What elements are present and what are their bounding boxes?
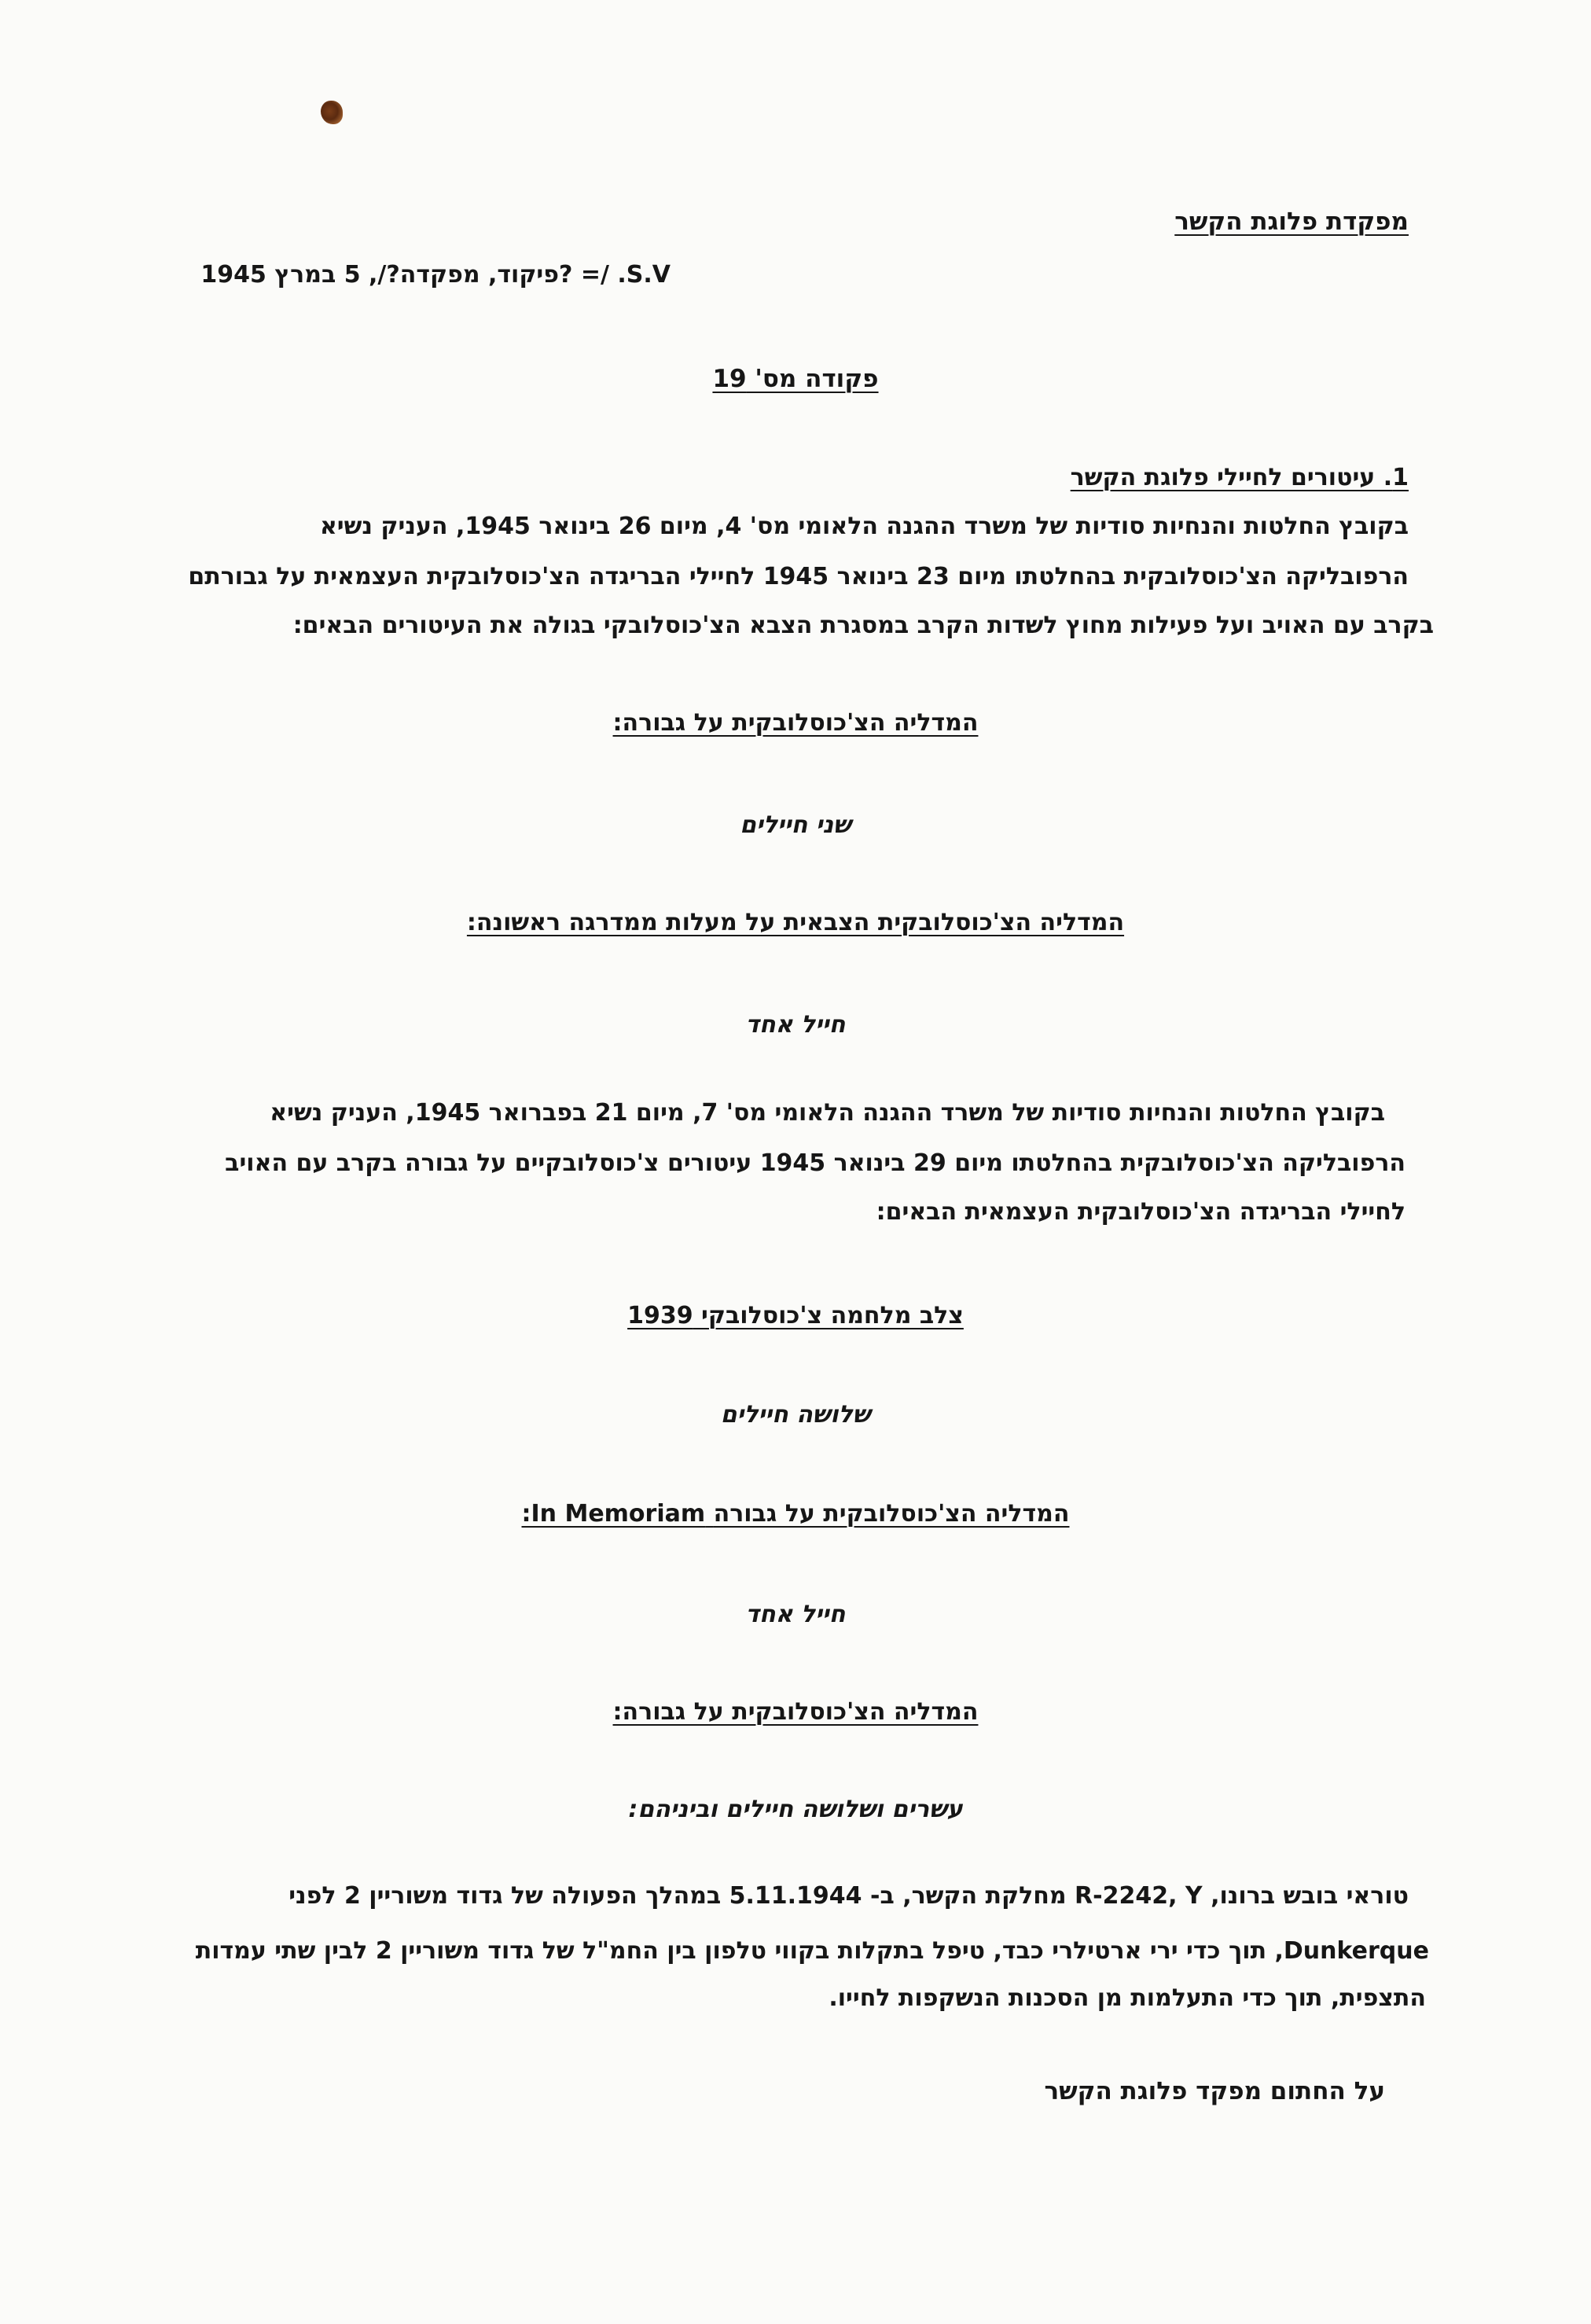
award4-title-hebrew: המדליה הצ'כוסלובקית על גבורה xyxy=(713,1500,1070,1528)
award1-recipients: שני חיילים xyxy=(740,811,851,839)
award2-title: המדליה הצ'כוסלובקית הצבאית על מעלות ממדרגה ראשונה: xyxy=(466,909,1125,936)
award5-title: המדליה הצ'כוסלובקית על גבורה: xyxy=(612,1698,979,1726)
award3-title: צלב מלחמה צ'כוסלובקי 1939 xyxy=(627,1302,964,1329)
paragraph2-line-3: לחיילי הבריגדה הצ'כוסלובקית העצמאית הבאים: xyxy=(876,1198,1405,1226)
unit-header: מפקדת פלוגת הקשר xyxy=(1174,208,1409,236)
signature-line: על החתום מפקד פלוגת הקשר xyxy=(1044,2077,1385,2105)
ink-stain xyxy=(321,101,343,124)
award4-title: המדליה הצ'כוסלובקית על גבורה In Memoriam: xyxy=(521,1500,1070,1528)
paragraph2-line-2: הרפובליקה הצ'כוסלובקית בהחלטתו מיום 29 בינואר 1945 עיטורים צ'כוסלובקיים על גבורה בקרב עם האויב xyxy=(225,1149,1405,1177)
citation-line-3: התצפית, תוך כדי התעלמות מן הסכנות הנשקפות לחייו. xyxy=(829,1984,1426,2012)
reference-line: S.V. /= ?פיקוד, מפקדה?/, 5 במרץ 1945 xyxy=(200,261,671,289)
award4-title-latin: In Memoriam xyxy=(531,1500,706,1528)
award5-recipients: עשרים ושלושה חיילים וביניהם: xyxy=(628,1796,963,1823)
award3-recipients: שלושה חיילים xyxy=(720,1401,871,1429)
paragraph2-line-1: בקובץ החלטות והנחיות סודיות של משרד ההגנה הלאומי מס' 7, מיום 21 בפברואר 1945, העניק נשיא xyxy=(270,1099,1385,1127)
citation-line-2: Dunkerque, תוך כדי ירי ארטילרי כבד, טיפל בתקלות בקווי טלפון בין החמ"ל של גדוד משוריין 2 לבין שתי עמדות xyxy=(195,1937,1429,1965)
citation-line-1: טוראי בובש ברונו, R-2242, Y מחלקת הקשר, ב- 5.11.1944 במהלך הפעולה של גדוד משוריין 2 לפני xyxy=(288,1882,1409,1910)
award1-title: המדליה הצ'כוסלובקית על גבורה: xyxy=(612,709,979,737)
order-title: פקודה מס' 19 xyxy=(712,365,879,393)
section1-heading: 1. עיטורים לחיילי פלוגת הקשר xyxy=(1070,464,1409,491)
award2-recipients: חייל אחד xyxy=(745,1011,846,1039)
paragraph1-line-3: בקרב עם האויב ועל פעילות מחוץ לשדות הקרב במסגרת הצבא הצ'כוסלובקי בגולה את העיטורים הבאים: xyxy=(292,612,1434,639)
award4-recipients: חייל אחד xyxy=(745,1601,846,1628)
paragraph1-line-2: הרפובליקה הצ'כוסלובקית בהחלטתו מיום 23 בינואר 1945 לחיילי הבריגדה הצ'כוסלובקית העצמאית על גבורתם xyxy=(188,563,1409,590)
paragraph1-line-1: בקובץ החלטות והנחיות סודיות של משרד ההגנה הלאומי מס' 4, מיום 26 בינואר 1945, העניק נשיא xyxy=(319,513,1409,540)
